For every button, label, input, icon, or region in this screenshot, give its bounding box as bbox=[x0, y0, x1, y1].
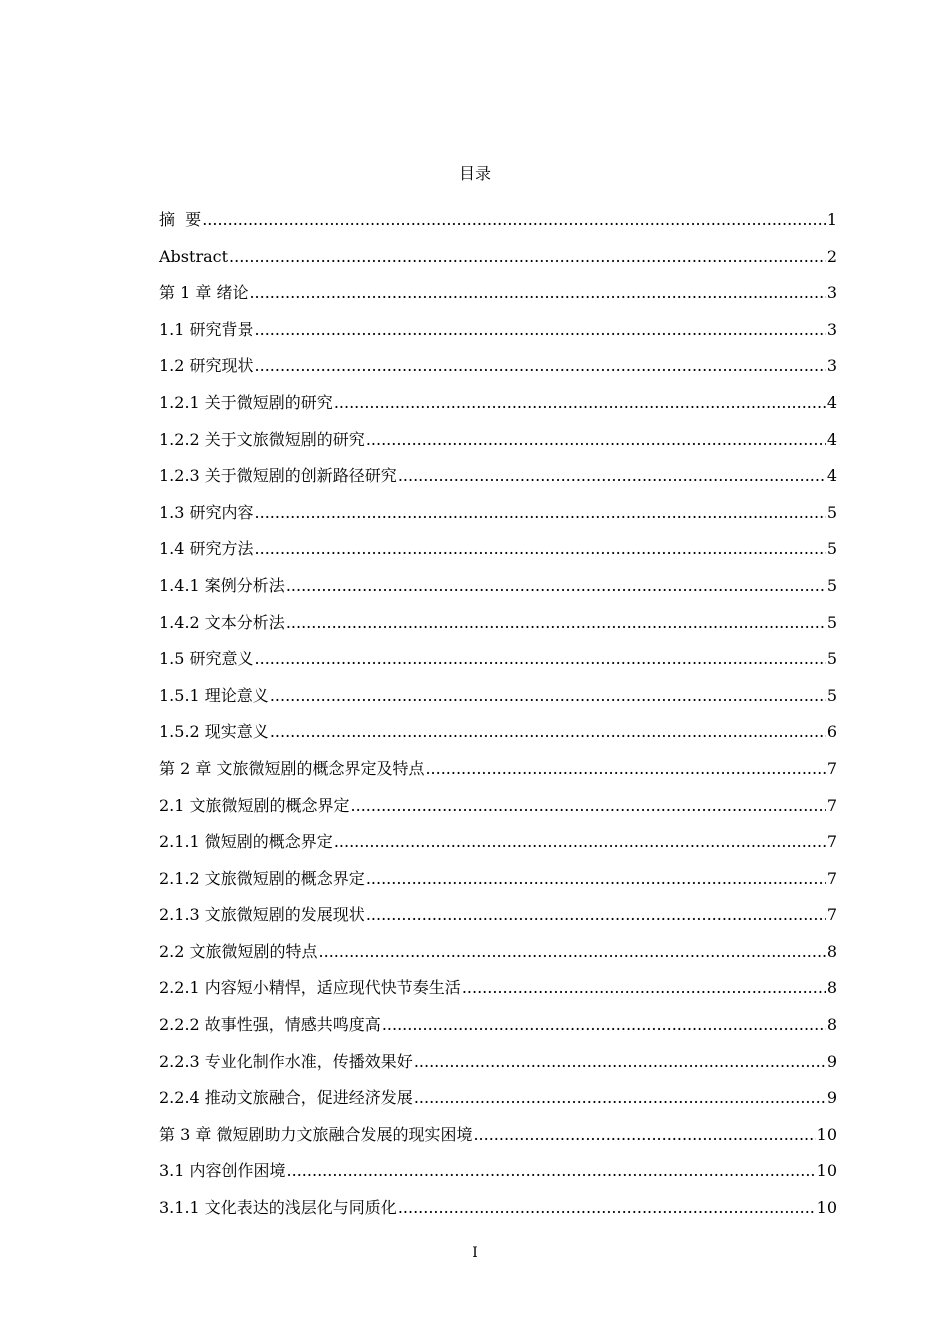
toc-entry-label: 第 2 章 文旅微短剧的概念界定及特点 bbox=[159, 758, 425, 778]
toc-entry-1-4[interactable] bbox=[159, 538, 837, 575]
toc-entry-1-5-2[interactable] bbox=[159, 721, 837, 758]
toc-entry-1-2[interactable] bbox=[159, 355, 837, 392]
toc-entry-label: 1.2 研究现状 bbox=[159, 356, 254, 376]
toc-entry-page: 8 bbox=[826, 941, 837, 961]
toc-entry-page: 8 bbox=[826, 978, 837, 998]
toc-leader-dots bbox=[351, 795, 826, 817]
toc-entry-label: 2.2 文旅微短剧的特点 bbox=[159, 941, 318, 961]
toc-entry-label: 1.5.2 现实意义 bbox=[159, 722, 269, 742]
toc-leader-dots bbox=[202, 209, 826, 231]
toc-leader-dots bbox=[249, 282, 825, 304]
toc-entry-1-2-3[interactable] bbox=[159, 465, 837, 502]
toc-entry-abstract-en[interactable] bbox=[159, 246, 837, 283]
toc-entry-1-2-2[interactable] bbox=[159, 429, 837, 466]
toc-leader-dots bbox=[286, 575, 826, 597]
toc-entry-page: 7 bbox=[826, 795, 837, 815]
toc-entry-page: 3 bbox=[826, 356, 837, 376]
toc-title: 目录 bbox=[458, 164, 491, 183]
toc-entry-2-1-3[interactable] bbox=[159, 904, 837, 941]
toc-entry-page: 10 bbox=[816, 1161, 837, 1181]
toc-leader-dots bbox=[398, 1197, 816, 1219]
toc-entry-page: 5 bbox=[826, 502, 837, 522]
toc-entry-page: 9 bbox=[826, 1088, 837, 1108]
toc-leader-dots bbox=[473, 1124, 815, 1146]
toc-entry-label: 1.5.1 理论意义 bbox=[159, 685, 269, 705]
toc-entry-page: 8 bbox=[826, 1015, 837, 1035]
toc-entry-abstract-cn[interactable] bbox=[159, 209, 837, 246]
toc-entry-label: 2.2.1 内容短小精悍，适应现代快节奏生活 bbox=[159, 978, 461, 998]
toc-entry-page: 9 bbox=[826, 1051, 837, 1071]
toc-leader-dots bbox=[382, 1014, 826, 1036]
toc-entry-label: 第 3 章 微短剧助力文旅融合发展的现实困境 bbox=[159, 1124, 473, 1144]
toc-entry-label: 3.1 内容创作困境 bbox=[159, 1161, 286, 1181]
toc-entry-label: 2.2.3 专业化制作水准，传播效果好 bbox=[159, 1051, 413, 1071]
toc-entry-chapter-1[interactable] bbox=[159, 282, 837, 319]
toc-entry-page: 5 bbox=[826, 649, 837, 669]
toc-leader-dots bbox=[286, 612, 826, 634]
toc-entry-chapter-3[interactable] bbox=[159, 1124, 837, 1161]
toc-leader-dots bbox=[255, 355, 826, 377]
toc-entry-2-2[interactable] bbox=[159, 941, 837, 978]
toc-leader-dots bbox=[462, 977, 826, 999]
toc-leader-dots bbox=[229, 246, 826, 268]
toc-entry-3-1-1[interactable] bbox=[159, 1197, 837, 1234]
toc-entry-1-1[interactable] bbox=[159, 319, 837, 356]
toc-entry-1-5-1[interactable] bbox=[159, 685, 837, 722]
toc-entry-label: 2.1.3 文旅微短剧的发展现状 bbox=[159, 905, 365, 925]
toc-entry-2-1-2[interactable] bbox=[159, 868, 837, 905]
toc-entry-label: 1.3 研究内容 bbox=[159, 502, 254, 522]
toc-entry-label: 2.2.2 故事性强，情感共鸣度高 bbox=[159, 1015, 381, 1035]
toc-entry-2-2-1[interactable] bbox=[159, 977, 837, 1014]
toc-entry-page: 7 bbox=[826, 868, 837, 888]
toc-leader-dots bbox=[366, 868, 826, 890]
toc-leader-dots bbox=[414, 1087, 826, 1109]
toc-entry-page: 1 bbox=[826, 210, 837, 229]
toc-leader-dots bbox=[398, 465, 826, 487]
toc-entry-2-1-1[interactable] bbox=[159, 831, 837, 868]
toc-entry-page: 10 bbox=[816, 1198, 837, 1218]
footer-page-number: I bbox=[472, 1245, 478, 1261]
toc-entry-page: 7 bbox=[826, 905, 837, 925]
toc-leader-dots bbox=[366, 904, 826, 926]
toc-entry-label: 1.4 研究方法 bbox=[159, 539, 254, 559]
toc-entry-page: 5 bbox=[826, 539, 837, 559]
toc-leader-dots bbox=[425, 758, 825, 780]
toc-entry-1-4-1[interactable] bbox=[159, 575, 837, 612]
toc-entry-label: Abstract bbox=[159, 246, 229, 266]
toc-entry-page: 6 bbox=[826, 722, 837, 742]
toc-entry-1-3[interactable] bbox=[159, 502, 837, 539]
toc-entry-page: 7 bbox=[826, 758, 837, 778]
table-of-contents bbox=[159, 209, 837, 1234]
toc-entry-2-2-4[interactable] bbox=[159, 1087, 837, 1124]
toc-leader-dots bbox=[255, 319, 826, 341]
toc-entry-chapter-2[interactable] bbox=[159, 758, 837, 795]
toc-leader-dots bbox=[255, 538, 826, 560]
toc-entry-label: 3.1.1 文化表达的浅层化与同质化 bbox=[159, 1198, 397, 1218]
toc-entry-label: 摘 要 bbox=[159, 210, 202, 229]
toc-entry-2-1[interactable] bbox=[159, 795, 837, 832]
toc-entry-page: 7 bbox=[826, 832, 837, 852]
toc-leader-dots bbox=[270, 721, 826, 743]
toc-leader-dots bbox=[366, 429, 826, 451]
toc-entry-page: 3 bbox=[826, 319, 837, 339]
toc-entry-1-2-1[interactable] bbox=[159, 392, 837, 429]
toc-entry-page: 4 bbox=[826, 429, 837, 449]
toc-entry-3-1[interactable] bbox=[159, 1160, 837, 1197]
toc-entry-page: 4 bbox=[826, 466, 837, 486]
toc-entry-2-2-3[interactable] bbox=[159, 1051, 837, 1088]
toc-entry-label: 2.1.1 微短剧的概念界定 bbox=[159, 832, 333, 852]
toc-leader-dots bbox=[255, 502, 826, 524]
toc-leader-dots bbox=[255, 648, 826, 670]
toc-entry-label: 2.2.4 推动文旅融合，促进经济发展 bbox=[159, 1088, 413, 1108]
toc-leader-dots bbox=[334, 392, 826, 414]
toc-entry-label: 1.2.2 关于文旅微短剧的研究 bbox=[159, 429, 365, 449]
toc-entry-page: 5 bbox=[826, 685, 837, 705]
toc-entry-label: 1.2.1 关于微短剧的研究 bbox=[159, 392, 333, 412]
toc-entry-label: 1.4.1 案例分析法 bbox=[159, 575, 285, 595]
toc-entry-label: 2.1 文旅微短剧的概念界定 bbox=[159, 795, 350, 815]
toc-entry-label: 第 1 章 绪论 bbox=[159, 283, 249, 303]
toc-entry-label: 2.1.2 文旅微短剧的概念界定 bbox=[159, 868, 365, 888]
toc-entry-page: 3 bbox=[826, 283, 837, 303]
toc-leader-dots bbox=[287, 1160, 816, 1182]
toc-leader-dots bbox=[414, 1051, 826, 1073]
toc-entry-page: 10 bbox=[816, 1124, 837, 1144]
toc-entry-page: 4 bbox=[826, 392, 837, 412]
toc-leader-dots bbox=[319, 941, 826, 963]
toc-leader-dots bbox=[270, 685, 826, 707]
toc-entry-page: 5 bbox=[826, 575, 837, 595]
toc-entry-1-5[interactable] bbox=[159, 648, 837, 685]
toc-entry-label: 1.5 研究意义 bbox=[159, 649, 254, 669]
toc-entry-label: 1.4.2 文本分析法 bbox=[159, 612, 285, 632]
toc-entry-2-2-2[interactable] bbox=[159, 1014, 837, 1051]
toc-entry-1-4-2[interactable] bbox=[159, 612, 837, 649]
toc-entry-label: 1.2.3 关于微短剧的创新路径研究 bbox=[159, 466, 397, 486]
toc-entry-page: 5 bbox=[826, 612, 837, 632]
toc-entry-label: 1.1 研究背景 bbox=[159, 319, 254, 339]
toc-leader-dots bbox=[334, 831, 826, 853]
toc-entry-page: 2 bbox=[826, 246, 837, 266]
